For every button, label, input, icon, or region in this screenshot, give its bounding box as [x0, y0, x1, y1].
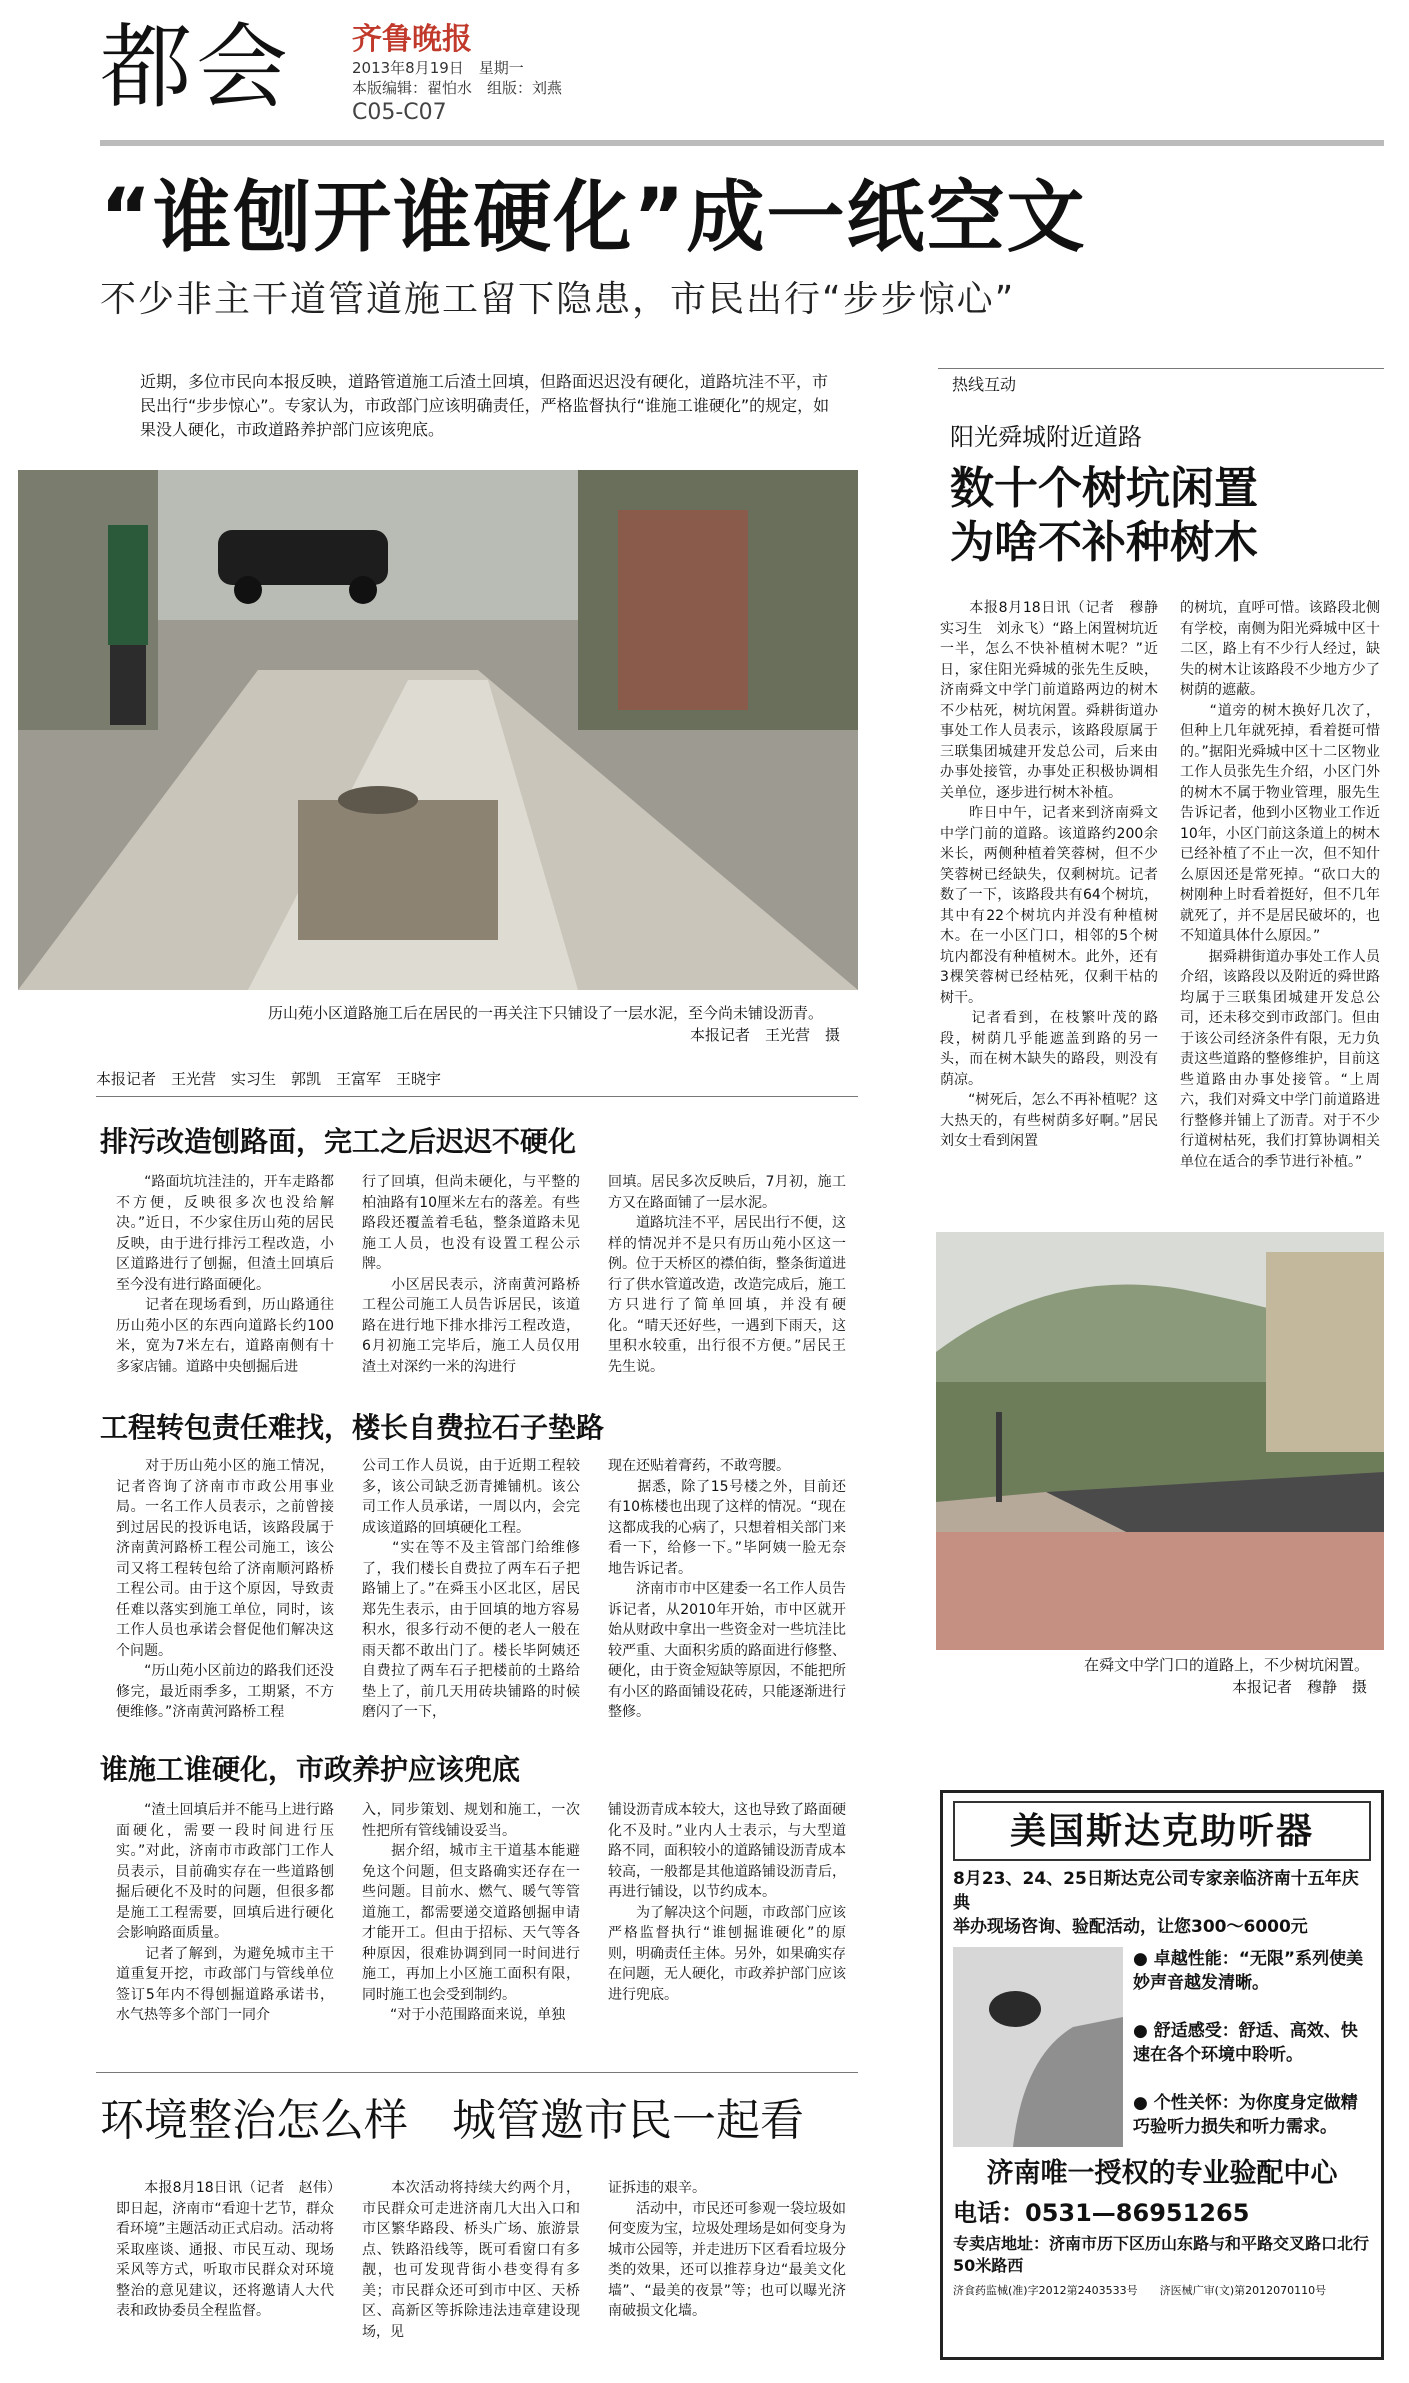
editors-line: 本版编辑：翟怕水 组版：刘燕 — [352, 79, 563, 97]
date-line: 2013年8月19日 星期一 — [352, 59, 524, 77]
ad-event-line2: 举办现场咨询、验配活动，让您300～6000元 — [953, 1917, 1308, 1937]
section2-column: 对于历山苑小区的施工情况，记者咨询了济南市市政公用事业局。一名工作人员表示，之前曾接到过居民的投诉电话，该路段属于济南黄河路桥工程公司施工，该公司又将工程转包给了济南顺河路桥工程公司。由于这个原因，导致责任难以落实到施工单位，同时，该工作人员也承诺会督促他们解决这个问题。 “历山苑小区前边的路我们还没修完，最近雨季多，工期紧，不方便维修。”济南黄河路桥工程 — [116, 1458, 334, 1720]
side-column: 本报8月18日讯（记者 穆静 实习生 刘永飞）“路上闲置树坑近一半，怎么不快补植树木呢？”近日，家住阳光舜城的张先生反映，济南舜文中学门前道路两边的树木不少枯死，树坑闲置。舜耕街道办事处工作人员表示，该路段原属于三联集团城建开发总公司，后来由办事处接管，办事处正积极协调相关单位，逐步进行树木补植。 昨日中午，记者来到济南舜文中学门前的道路。该道路约200余米长，两侧种植着笑蓉树，但不少笑蓉树已经缺失，仅剩树坑。记者数了一下，该路段共有64个树坑，其中有22个树坑内并没有种植树木。在一小区门口，相邻的5个树坑内都没有种植树木。此外，还有3棵笑蓉树已经枯死，仅剩干枯的树干。 记者看到，在枝繁叶茂的路段，树荫几乎能遮盖到路的另一头，而在树木缺失的路段，则没有荫凉。 “树死后，怎么不再补植呢？这大热天的，有些树荫多好啊。”居民刘女士看到闲置 — [940, 600, 1158, 1149]
ad-address: 专卖店地址：济南市历下区历山东路与和平路交叉路口北行50米路西 — [953, 2234, 1370, 2275]
main-photo-credit: 本报记者 王光营 摄 — [690, 1026, 841, 1044]
section1-column: “路面坑坑洼洼的，开车走路都不方便，反映很多次也没给解决。”近日，不少家住历山苑的居民反映，由于进行排污工程改造，小区道路进行了刨掘，但渣土回填后至今没有进行路面硬化。 记者在现场看到，历山路通往历山苑小区的东西向道路长约100米，宽为7米左右，道路南侧有十多家店铺。道路中央刨掘后进 — [116, 1174, 334, 1375]
section2-title: 工程转包责任难找，楼长自费拉石子垫路 — [100, 1411, 605, 1444]
bottom-column: 证拆违的艰辛。 活动中，市民还可参观一袋垃圾如何变废为宝，垃圾处理场是如何变身为城市公园等，并走进历下区看看垃圾分类的效果，还可以推荐身边“最美文化墙”、“最美的夜景”等；也可以曝光济南破损文化墙。 — [608, 2180, 846, 2319]
side-top-rule — [938, 368, 1384, 369]
section1-column: 行了回填，但尚未硬化，与平整的柏油路有10厘米左右的落差。有些路段还覆盖着毛毡，整条道路未见施工人员，也没有设置工程公示牌。 小区居民表示，济南黄河路桥工程公司施工人员告诉居民，该道路在进行地下排水排污工程改造，6月初施工完毕后，施工人员仅用渣土对深约一米的沟进行 — [362, 1174, 580, 1375]
bottom-column: 本次活动将持续大约两个月，市民群众可走进济南几大出入口和市区繁华路段、桥头广场、旅游景点、铁路沿线等，既可看窗口有多靓，也可发现背街小巷变得有多美；市民群众还可到市中区、天桥区、高新区等拆除违法违章建设现场，见 — [362, 2180, 580, 2340]
ad-product-image — [953, 1947, 1123, 2147]
main-photo-caption: 历山苑小区道路施工后在居民的一再关注下只铺设了一层水泥，至今尚未铺设沥青。 — [268, 1004, 824, 1022]
section2-column: 现在还贴着膏药，不敢弯腰。 据悉，除了15号楼之外，目前还有10栋楼也出现了这样的情况。“现在这都成我的心病了，只想着相关部门来看一下，给修一下。”毕阿姨一脸无奈地告诉记者。 济南市市中区建委一名工作人员告诉记者，从2010年开始，市中区就开始从财政中拿出一些资金对一些坑洼比较严重、大面积劣质的路面进行修整、硬化，由于资金短缺等原因，不能把所有小区的路面铺设花砖，只能逐渐进行整修。 — [608, 1458, 846, 1720]
newspaper-logo: 齐鲁晚报 — [352, 22, 472, 57]
bottom-column: 本报8月18日讯（记者 赵伟）即日起，济南市“看迎十艺节，群众看环境”主题活动正式启动。活动将采取座谈、通报、市民互动、现场采风等方式，听取市民群众对环境整治的意见建议，还将邀请人大代表和政协委员全程监督。 — [116, 2180, 334, 2319]
side-column: 的树坑，直呼可惜。该路段北侧有学校，南侧为阳光舜城中区十二区，路上有不少行人经过，缺失的树木让该路段不少地方少了树荫的遮蔽。 “道旁的树木换好几次了，但种上几年就死掉，看着挺可惜的。”据阳光舜城中区十二区物业工作人员张先生介绍，小区门外的树木不属于物业管理，服先生告诉记者，他到小区物业工作近10年，小区门前这条道上的树木已经补植了不止一次，但不知什么原因还是常死掉。“砍口大的树刚种上时看着挺好，但不几年就死了，并不是居民破坏的，也不知道具体什么原因。” 据舜耕街道办事处工作人员介绍，该路段以及附近的舜世路均属于三联集团城建开发总公司，还未移交到市政部门。但由于该公司经济条件有限，无力负责这些道路的整修维护，目前这些道路由办事处接管。“上周六，我们对舜文中学门前道路进行整修并铺上了沥青。对于不少行道树枯死，我们打算协调相关单位在适合的季节进行补植。” — [1180, 600, 1380, 1170]
ad-headline: 美国斯达克助听器 — [953, 1801, 1371, 1861]
side-photo-credit: 本报记者 穆静 摄 — [1232, 1678, 1368, 1696]
ad-event-line: 8月23、24、25日斯达克公司专家亲临济南十五年庆典 — [953, 1869, 1359, 1913]
section1-title: 排污改造刨路面，完工之后迟迟不硬化 — [100, 1125, 577, 1158]
hearing-aid-ad — [940, 1790, 1384, 2360]
section-title: 都会 — [100, 14, 293, 121]
ad-center-name: 济南唯一授权的专业验配中心 — [986, 2158, 1338, 2189]
ad-bullet: ● 卓越性能：“无限”系列使美妙声音越发清晰。 — [1133, 1949, 1364, 1993]
side-photo — [936, 1232, 1384, 1650]
side-title-line2: 为啥不补种树木 — [950, 517, 1258, 568]
bottom-headline: 环境整治怎么样 城管邀市民一起看 — [100, 2095, 804, 2146]
ad-bullet: ● 个性关怀：为你度身定做精巧验听力损失和听力需求。 — [1133, 2093, 1358, 2137]
main-photo — [18, 470, 858, 990]
main-headline: “谁刨开谁硬化”成一纸空文 — [100, 173, 1087, 263]
side-kicker: 阳光舜城附近道路 — [950, 423, 1142, 451]
page-range: C05-C07 — [352, 100, 447, 125]
lead-paragraph: 近期，多位市民向本报反映，道路管道施工后渣土回填，但路面迟迟没有硬化，道路坑洼不平，市民出行“步步惊心”。专家认为，市政部门应该明确责任，严格监督执行“谁施工谁硬化”的规定，如果没人硬化，市政道路养护部门应该兜底。 — [140, 372, 830, 439]
main-byline: 本报记者 王光营 实习生 郭凯 王富军 王晓宇 — [96, 1070, 442, 1088]
section2-column: 公司工作人员说，由于近期工程较多，该公司缺乏沥青摊铺机。该公司工作人员承诺，一周以内，会完成该道路的回填硬化工程。 “实在等不及主管部门给维修了，我们楼长自费拉了两车石子把路铺上了。”在舜玉小区北区，居民郑先生表示，由于回填的地方容易积水，很多行动不便的老人一般在雨天都不敢出门了。楼长毕阿姨还自费拉了两车石子把楼前的土路给垫上了，前几天用砖块铺路的时候磨闪了一下， — [362, 1458, 580, 1720]
section3-column: 铺设沥青成本较大，这也导致了路面硬化不及时。”业内人士表示，与大型道路不同，面积较小的道路铺设沥青成本较高，一般都是其他道路铺设沥青后，再进行铺设，以节约成本。 为了解决这个问题，市政部门应该严格监督执行“谁刨掘谁硬化”的原则，明确责任主体。另外，如果确实存在问题，无人硬化，市政养护部门应该进行兜底。 — [608, 1802, 846, 2003]
ad-bullet: ● 舒适感受：舒适、高效、快速在各个环境中聆听。 — [1133, 2021, 1358, 2065]
section3-title: 谁施工谁硬化，市政养护应该兜底 — [100, 1753, 521, 1786]
ad-phone: 电话：0531—86951265 — [953, 2199, 1250, 2227]
masthead-rule — [100, 140, 1384, 146]
section3-column: 入，同步策划、规划和施工，一次性把所有管线铺设妥当。 据介绍，城市主干道基本能避免这个问题，但支路确实还存在一些问题。目前水、燃气、暖气等管道施工，都需要递交道路刨掘申请才能开工。但由于招标、天气等各种原因，很难协调到同一时间进行施工，再加上小区施工面积有限，同时施工也会受到制约。 “对于小范围路面来说，单独 — [362, 1802, 580, 2023]
byline-rule — [96, 1096, 858, 1097]
bottom-rule — [96, 2072, 858, 2073]
side-title-line1: 数十个树坑闲置 — [950, 463, 1258, 514]
ad-license: 济食药监械(准)字2012第2403533号 济医械广审(文)第2012070110号 — [953, 2284, 1327, 2297]
section3-column: “渣土回填后并不能马上进行路面硬化，需要一段时间进行压实。”对此，济南市市政部门工作人员表示，目前确实存在一些道路刨掘后硬化不及时的问题，但很多都是施工工程需要，回填后进行硬化会影响路面质量。 记者了解到，为避免城市主干道重复开挖，市政部门与管线单位签订5年内不得刨掘道路承诺书，水气热等多个部门一同介 — [116, 1802, 334, 2023]
section1-column: 回填。居民多次反映后，7月初，施工方又在路面铺了一层水泥。 道路坑洼不平，居民出行不便，这样的情况并不是只有历山苑小区这一例。位于天桥区的襟伯街，整条街道进行了供水管道改造，改造完成后，施工方只进行了简单回填，并没有硬化。“晴天还好些，一遇到下雨天，这里积水较重，出行很不方便。”居民王先生说。 — [608, 1174, 846, 1375]
side-photo-caption: 在舜文中学门口的道路上，不少树坑闲置。 — [1084, 1656, 1370, 1674]
side-label: 热线互动 — [952, 375, 1017, 394]
main-subhead: 不少非主干道管道施工留下隐患，市民出行“步步惊心” — [100, 279, 1016, 320]
